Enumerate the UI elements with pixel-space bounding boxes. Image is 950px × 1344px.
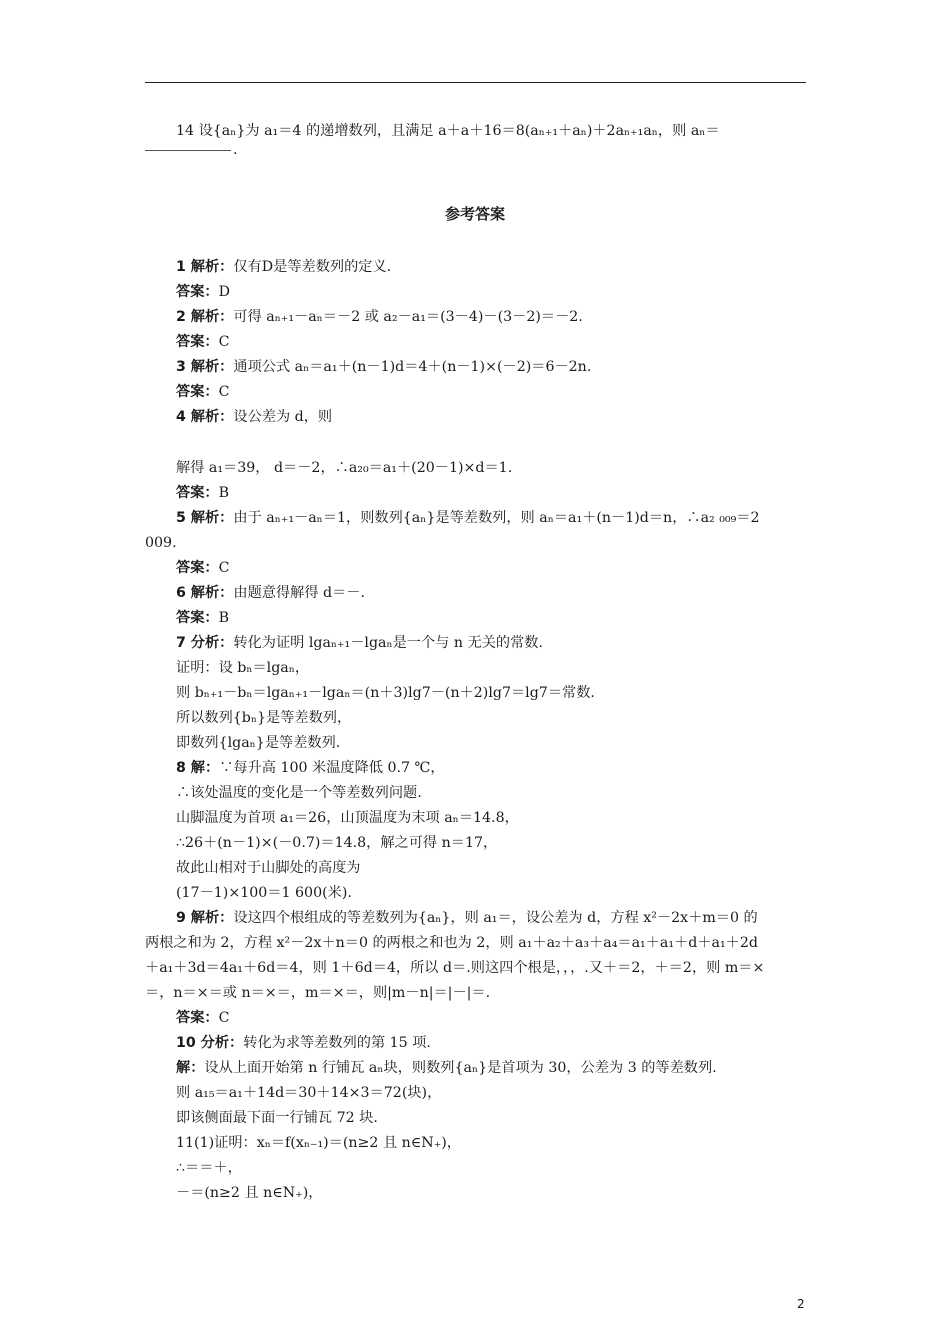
answer-line: [176, 357, 591, 377]
answer-line-text: 转化为求等差数列的第 15 项.: [243, 1035, 431, 1051]
answer-line-text: 11(1)证明：xₙ＝f(xₙ₋₁)＝(n≥2 且 n∈N₊)，: [176, 1135, 461, 1151]
answer-line-text: B: [218, 610, 230, 626]
answer-line-text: 则 a₁₅＝a₁＋14d＝30＋14×3＝72(块)，: [176, 1085, 442, 1101]
answer-line-text: 即该侧面最下面一行铺瓦 72 块.: [176, 1110, 378, 1126]
page-number: 2: [797, 1297, 805, 1311]
answer-line-label: 3 解析：: [176, 359, 234, 375]
answer-line: [176, 683, 595, 703]
answer-line: [176, 733, 340, 753]
answer-line-text: 由题意得解得 d＝－.: [233, 585, 365, 601]
answer-line-text: 解得 a₁＝39， d＝－2，∴a₂₀＝a₁＋(20－1)×d＝1.: [176, 460, 513, 476]
answer-line: [176, 858, 360, 878]
answer-line-label: 答案：: [176, 610, 219, 626]
answer-line: [176, 783, 422, 803]
answer-line: [176, 257, 391, 277]
answer-line-text: 设公差为 d，则: [233, 409, 333, 425]
answer-line-text: 则 bₙ₊₁－bₙ＝lgaₙ₊₁－lgaₙ＝(n＋3)lg7－(n＋2)lg7＝lg7＝常数.: [176, 685, 595, 701]
answer-line: [176, 808, 519, 828]
answer-line: [176, 282, 230, 302]
answer-line-text: (17－1)×100＝1 600(米).: [176, 885, 352, 901]
header-rule: [145, 82, 806, 83]
answer-line-text: 转化为证明 lgaₙ₊₁－lgaₙ是一个与 n 无关的常数.: [233, 635, 543, 651]
answer-line-text: 两根之和为 2，方程 x²－2x＋n＝0 的两根之和也为 2，则 a₁＋a₂＋a₃＋a₄＝a₁＋a₁＋d＋a₁＋2d: [145, 935, 758, 951]
answer-line: [176, 883, 352, 903]
answer-line: [176, 758, 445, 778]
answer-line: [176, 708, 351, 728]
answer-line-label: 10 分析：: [176, 1035, 244, 1051]
answer-line-text: 由于 aₙ₊₁－aₙ＝1，则数列{aₙ}是等差数列，则 aₙ＝a₁＋(n－1)d＝n，∴a₂ ₀₀₉＝2: [233, 510, 760, 526]
answer-line-label: 7 分析：: [176, 635, 234, 651]
answer-line-text: 可得 aₙ₊₁－aₙ＝－2 或 a₂－a₁＝(3－4)－(3－2)＝－2.: [233, 309, 583, 325]
answer-line-text: C: [218, 334, 230, 350]
answer-line-text: ＋a₁＋3d＝4a₁＋6d＝4，则 1＋6d＝4，所以 d＝.则这四个根是，，，.又＋＝2，＋＝2，则 m＝×: [145, 960, 765, 976]
answer-line-text: 通项公式 aₙ＝a₁＋(n－1)d＝4＋(n－1)×(－2)＝6－2n.: [233, 359, 592, 375]
answer-line-label: 2 解析：: [176, 309, 234, 325]
answer-line-label: 答案：: [176, 284, 219, 300]
answer-line: [176, 1058, 717, 1078]
answer-line-label: 答案：: [176, 1010, 219, 1026]
answer-line: [176, 382, 229, 402]
answer-line-text: C: [218, 560, 230, 576]
answer-line: [176, 307, 583, 327]
answer-line: [145, 958, 764, 978]
answer-line-label: 答案：: [176, 334, 219, 350]
answer-line-text: 故此山相对于山脚处的高度为: [176, 860, 361, 876]
answer-line: [176, 332, 229, 352]
answer-line: [176, 458, 512, 478]
answer-line-text: B: [218, 485, 230, 501]
question-14: 14 设{aₙ}为 a₁＝4 的递增数列，且满足 a＋a＋16＝8(aₙ₊₁＋aₙ)＋2aₙ₊₁aₙ，则 aₙ＝: [176, 123, 720, 139]
answer-line-text: ∴26＋(n－1)×(－0.7)＝14.8，解之可得 n＝17，: [176, 835, 498, 851]
answer-line: [176, 407, 332, 427]
answer-line: [176, 1033, 431, 1053]
answer-line-text: ∴该处温度的变化是一个等差数列问题.: [176, 785, 422, 801]
answer-line: [176, 1133, 461, 1153]
answer-line-text: 设从上面开始第 n 行铺瓦 aₙ块，则数列{aₙ}是首项为 30，公差为 3 的等差数列.: [204, 1060, 717, 1076]
answer-line-text: C: [218, 384, 230, 400]
answer-line-text: 山脚温度为首项 a₁＝26，山顶温度为末项 aₙ＝14.8，: [176, 810, 519, 826]
answer-line: [176, 508, 760, 528]
answer-line-label: 答案：: [176, 384, 219, 400]
answer-line: [176, 1083, 441, 1103]
answer-line: [176, 608, 229, 628]
answer-line: [145, 983, 490, 1003]
answer-line-text: 009.: [145, 535, 177, 551]
answer-line: [176, 833, 497, 853]
answer-line: [145, 533, 177, 553]
answer-blank: [145, 150, 231, 151]
answer-line-label: 答案：: [176, 560, 219, 576]
answer-line-label: 9 解析：: [176, 910, 234, 926]
answer-line-label: 4 解析：: [176, 409, 234, 425]
answer-line-label: 8 解：: [176, 760, 220, 776]
answer-line-label: 5 解析：: [176, 510, 234, 526]
answer-line-label: 1 解析：: [176, 259, 234, 275]
answer-line: [176, 1183, 322, 1203]
answer-line-text: ＝，n＝×＝或 n＝×＝，m＝×＝，则|m－n|＝|－|＝.: [145, 985, 491, 1001]
answer-line-text: D: [218, 284, 230, 300]
answer-line: [176, 633, 543, 653]
answer-line-text: 所以数列{bₙ}是等差数列，: [176, 710, 352, 726]
answer-line-text: 即数列{lgaₙ}是等差数列.: [176, 735, 341, 751]
answer-line-text: 证明：设 bₙ＝lgaₙ，: [176, 660, 310, 676]
answer-line: [176, 908, 758, 928]
answer-line-label: 解：: [176, 1060, 205, 1076]
answer-line-text: ∵每升高 100 米温度降低 0.7 ℃，: [219, 760, 445, 776]
answer-line-text: 仅有D是等差数列的定义.: [233, 259, 392, 275]
answer-line-label: 答案：: [176, 485, 219, 501]
answer-line: [176, 558, 229, 578]
answer-line-label: 6 解析：: [176, 585, 234, 601]
answers-title: 参考答案: [444, 205, 505, 223]
answer-line: [145, 933, 758, 953]
answer-line-text: 设这四个根组成的等差数列为{aₙ}，则 a₁＝，设公差为 d，方程 x²－2x＋m＝0 的: [233, 910, 758, 926]
answer-line: [176, 1108, 378, 1128]
answer-line-text: －＝(n≥2 且 n∈N₊)，: [176, 1185, 323, 1201]
answer-line-text: ∴＝＝＋，: [176, 1160, 242, 1176]
answer-line: [176, 583, 365, 603]
answer-line: [176, 658, 309, 678]
answer-line: [176, 1158, 242, 1178]
answer-line: [176, 1008, 229, 1028]
question-14-end: .: [233, 142, 238, 158]
answer-line: [176, 483, 229, 503]
answer-line-text: C: [218, 1010, 230, 1026]
